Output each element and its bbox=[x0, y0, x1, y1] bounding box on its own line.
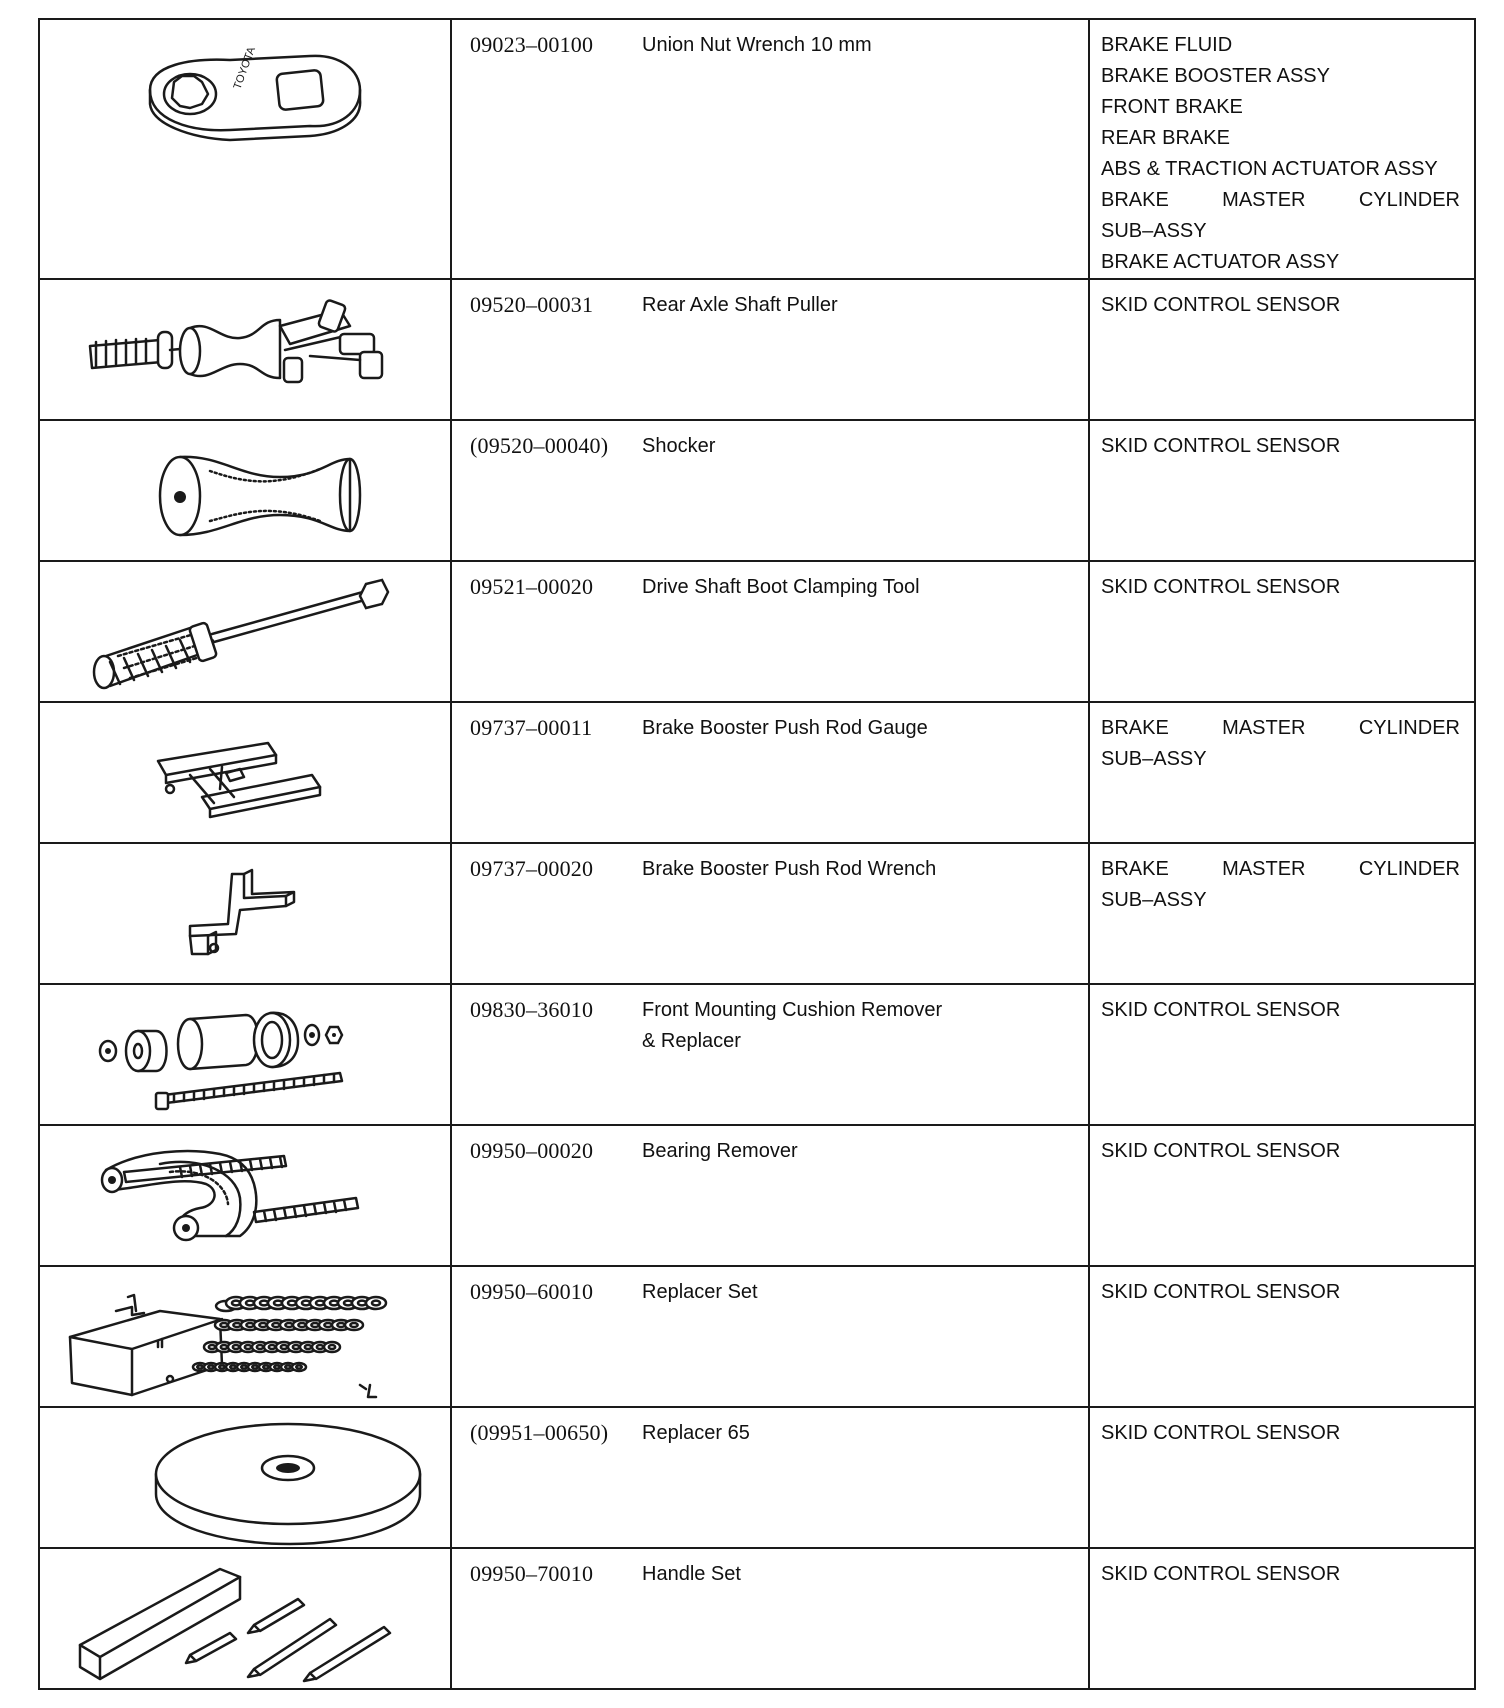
part-number: 09830–36010 bbox=[470, 997, 594, 1022]
tool-name-cell bbox=[631, 420, 1089, 561]
usage-line: SKID CONTROL SENSOR bbox=[1101, 1281, 1341, 1303]
tool-illustration-cell bbox=[39, 279, 451, 420]
usage-line: BRAKE ACTUATOR ASSY bbox=[1101, 251, 1340, 273]
tool-illustration-cell bbox=[39, 19, 451, 279]
usage-line: FRONT BRAKE bbox=[1101, 96, 1243, 118]
usage-cell bbox=[1089, 984, 1475, 1125]
part-number-cell bbox=[451, 984, 631, 1125]
cushion-remover-replacer-icon bbox=[40, 985, 450, 1124]
tool-name-cell bbox=[631, 1125, 1089, 1266]
part-number-cell bbox=[451, 1548, 631, 1689]
tool-name bbox=[631, 562, 1088, 603]
usage-line-justified bbox=[1101, 854, 1460, 885]
tool-name-line: Replacer Set bbox=[642, 1281, 758, 1303]
tool-name-line: Drive Shaft Boot Clamping Tool bbox=[642, 576, 920, 598]
tool-name-cell bbox=[631, 1407, 1089, 1548]
rear-axle-shaft-puller-icon bbox=[40, 280, 450, 419]
usage-cell bbox=[1089, 1407, 1475, 1548]
part-number: (09520–00040) bbox=[470, 433, 609, 458]
tool-illustration-cell bbox=[39, 1407, 451, 1548]
usage-cell bbox=[1089, 1548, 1475, 1689]
part-number: 09950–60010 bbox=[470, 1279, 594, 1304]
tool-row bbox=[39, 279, 1475, 420]
usage-word: MASTER bbox=[1222, 189, 1306, 211]
tool-row bbox=[39, 561, 1475, 702]
tool-name bbox=[631, 985, 1088, 1057]
usage-cell bbox=[1089, 1125, 1475, 1266]
tool-name bbox=[631, 20, 1088, 61]
tool-illustration-cell bbox=[39, 843, 451, 984]
tool-name-cell bbox=[631, 1266, 1089, 1407]
tool-illustration-cell bbox=[39, 420, 451, 561]
usage-cell bbox=[1089, 702, 1475, 843]
tool-name bbox=[631, 844, 1088, 885]
tool-name-line: Handle Set bbox=[642, 1563, 741, 1585]
tool-illustration-cell bbox=[39, 1125, 451, 1266]
tool-name-cell bbox=[631, 561, 1089, 702]
usage-line: REAR BRAKE bbox=[1101, 127, 1230, 149]
part-number-cell bbox=[451, 1407, 631, 1548]
usage-word: BRAKE bbox=[1101, 717, 1169, 739]
usage-cell bbox=[1089, 1266, 1475, 1407]
usage-line: SKID CONTROL SENSOR bbox=[1101, 435, 1341, 457]
tool-name-line: Shocker bbox=[642, 435, 716, 457]
part-number: 09737–00011 bbox=[470, 715, 593, 740]
tool-row bbox=[39, 19, 1475, 279]
usage-cell bbox=[1089, 420, 1475, 561]
tool-name-line: Bearing Remover bbox=[642, 1140, 798, 1162]
tool-name-cell bbox=[631, 19, 1089, 279]
tool-name-line: Brake Booster Push Rod Wrench bbox=[642, 858, 937, 880]
part-number: 09950–00020 bbox=[470, 1138, 594, 1163]
tool-row bbox=[39, 984, 1475, 1125]
usage-word: MASTER bbox=[1222, 858, 1306, 880]
tool-name-line: Brake Booster Push Rod Gauge bbox=[642, 717, 928, 739]
replacer-set-icon bbox=[40, 1267, 450, 1406]
part-number: 09023–00100 bbox=[470, 32, 594, 57]
tool-name-cell bbox=[631, 702, 1089, 843]
push-rod-gauge-icon bbox=[40, 703, 450, 842]
tool-row bbox=[39, 702, 1475, 843]
tool-row bbox=[39, 1266, 1475, 1407]
tool-illustration-cell bbox=[39, 1266, 451, 1407]
part-number-cell bbox=[451, 843, 631, 984]
part-number: 09950–70010 bbox=[470, 1561, 594, 1586]
tool-illustration-cell bbox=[39, 561, 451, 702]
usage-line: SUB–ASSY bbox=[1101, 889, 1207, 911]
tool-row bbox=[39, 843, 1475, 984]
usage-cell bbox=[1089, 561, 1475, 702]
tool-name-line: Replacer 65 bbox=[642, 1422, 750, 1444]
usage-cell bbox=[1089, 279, 1475, 420]
usage-line: SKID CONTROL SENSOR bbox=[1101, 999, 1341, 1021]
drive-shaft-boot-clamping-tool-icon bbox=[40, 562, 450, 701]
tool-name-cell bbox=[631, 279, 1089, 420]
part-number-cell bbox=[451, 702, 631, 843]
part-number-cell bbox=[451, 19, 631, 279]
tool-illustration-cell bbox=[39, 702, 451, 843]
usage-line: SKID CONTROL SENSOR bbox=[1101, 1563, 1341, 1585]
part-number-cell bbox=[451, 561, 631, 702]
usage-word: MASTER bbox=[1222, 717, 1306, 739]
usage-line: SKID CONTROL SENSOR bbox=[1101, 294, 1341, 316]
part-number-cell bbox=[451, 279, 631, 420]
usage-line: ABS & TRACTION ACTUATOR ASSY bbox=[1101, 158, 1438, 180]
usage-word: CYLINDER bbox=[1358, 717, 1460, 739]
usage-word: CYLINDER bbox=[1358, 189, 1460, 211]
usage-line-justified bbox=[1101, 713, 1460, 744]
tool-row bbox=[39, 1407, 1475, 1548]
usage-line: SKID CONTROL SENSOR bbox=[1101, 576, 1341, 598]
usage-line-justified bbox=[1101, 185, 1460, 216]
tool-name-line: Rear Axle Shaft Puller bbox=[642, 294, 838, 316]
tool-name bbox=[631, 1267, 1088, 1308]
tool-row bbox=[39, 1548, 1475, 1689]
tool-name-line: Front Mounting Cushion Remover bbox=[642, 999, 943, 1021]
tool-name bbox=[631, 1549, 1088, 1590]
bearing-remover-icon bbox=[40, 1126, 450, 1265]
tool-name-cell bbox=[631, 843, 1089, 984]
tool-name-cell bbox=[631, 984, 1089, 1125]
part-number-cell bbox=[451, 1266, 631, 1407]
tool-rows bbox=[39, 19, 1475, 1689]
tool-name-cell bbox=[631, 1548, 1089, 1689]
usage-cell bbox=[1089, 19, 1475, 279]
part-number: 09521–00020 bbox=[470, 574, 594, 599]
replacer-65-icon bbox=[40, 1408, 450, 1547]
tool-row bbox=[39, 420, 1475, 561]
tool-illustration-cell bbox=[39, 984, 451, 1125]
handle-set-icon bbox=[40, 1549, 450, 1688]
usage-line: SUB–ASSY bbox=[1101, 220, 1207, 242]
part-number: 09520–00031 bbox=[470, 292, 594, 317]
usage-line: SKID CONTROL SENSOR bbox=[1101, 1422, 1341, 1444]
tool-name-line: Union Nut Wrench 10 mm bbox=[642, 34, 872, 56]
part-number: 09737–00020 bbox=[470, 856, 594, 881]
part-number-cell bbox=[451, 420, 631, 561]
tool-name bbox=[631, 280, 1088, 321]
usage-line: SKID CONTROL SENSOR bbox=[1101, 1140, 1341, 1162]
usage-word: BRAKE bbox=[1101, 858, 1169, 880]
tool-name bbox=[631, 1126, 1088, 1167]
tool-name bbox=[631, 703, 1088, 744]
tool-name-line: & Replacer bbox=[642, 1030, 741, 1052]
special-service-tools-table bbox=[38, 18, 1476, 1690]
union-nut-wrench-icon bbox=[40, 20, 450, 276]
tool-illustration-cell bbox=[39, 1548, 451, 1689]
tool-row bbox=[39, 1125, 1475, 1266]
part-number: (09951–00650) bbox=[470, 1420, 609, 1445]
usage-cell bbox=[1089, 843, 1475, 984]
part-number-cell bbox=[451, 1125, 631, 1266]
usage-word: CYLINDER bbox=[1358, 858, 1460, 880]
usage-line: SUB–ASSY bbox=[1101, 748, 1207, 770]
svg-text:TOYOTA: TOYOTA bbox=[231, 45, 258, 92]
shocker-icon bbox=[40, 421, 450, 560]
push-rod-wrench-icon bbox=[40, 844, 450, 983]
tool-name bbox=[631, 421, 1088, 462]
usage-line: BRAKE BOOSTER ASSY bbox=[1101, 65, 1330, 87]
tool-name bbox=[631, 1408, 1088, 1449]
usage-line: BRAKE FLUID bbox=[1101, 34, 1233, 56]
usage-word: BRAKE bbox=[1101, 189, 1169, 211]
